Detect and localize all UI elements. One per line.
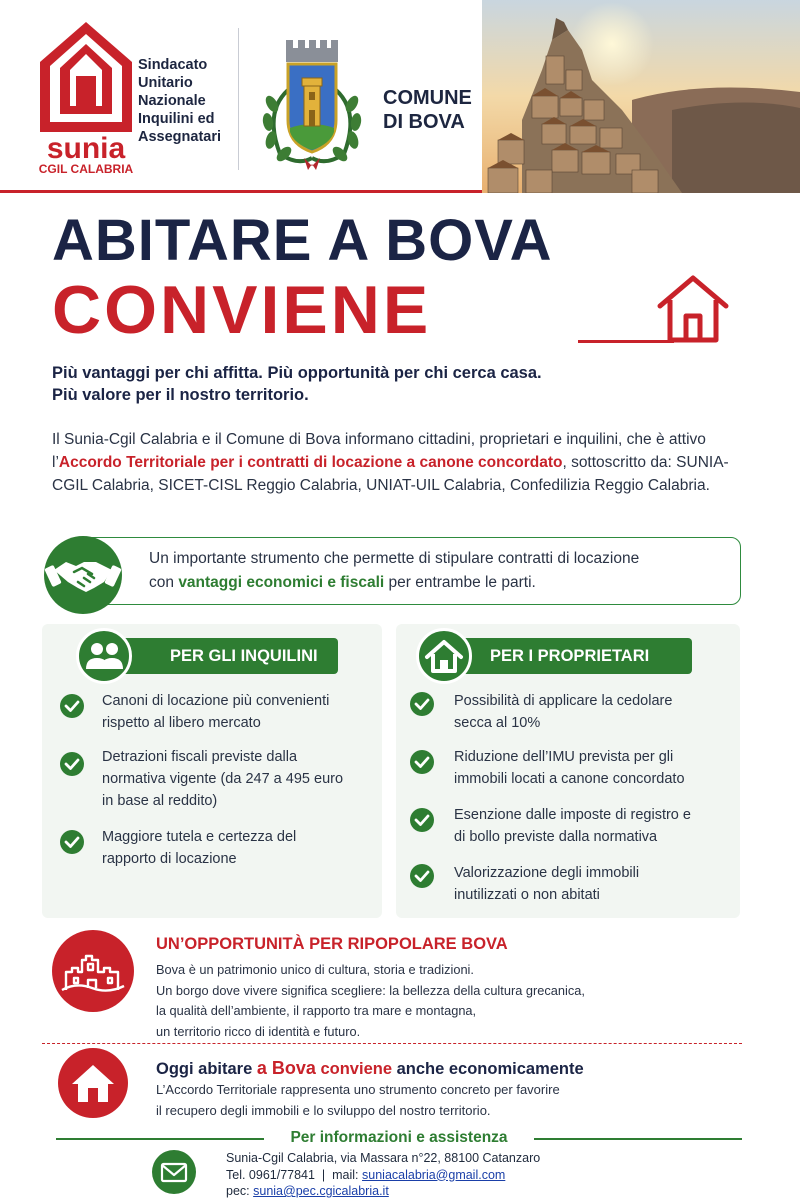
sunia-full-name: Sindacato Unitario Nazionale Inquilini ed Assegnatari	[138, 57, 222, 145]
home-icon	[416, 628, 472, 684]
inquilini-heading: PER GLI INQUILINI	[112, 638, 338, 674]
handshake-icon	[44, 536, 122, 614]
intro-paragraph: Il Sunia-Cgil Calabria e il Comune di Bova informano cittadini, proprietari e inquilini, che è attivo l’Accordo Territoriale per i contratti di locazione a canone concordato, sottoscritto da: SUNIA-CGIL Calabria, SICET-CISL Reggio Calabria, UNIAT-UIL Calabria, Confedilizia Reggio Calabria.	[52, 431, 729, 494]
envelope-icon	[152, 1150, 196, 1194]
house-outline-icon	[656, 272, 730, 344]
header-divider	[238, 28, 239, 170]
ripopolare-text: Bova è un patrimonio unico di cultura, storia e tradizioni. Un borgo dove vivere significa scegliere: la bellezza della cultura grecanica, la qualità dell’ambiente, il rapporto tra mare e montagna, un territorio ricco di identità e futuro.	[156, 962, 585, 1039]
lead-text: Più vantaggi per chi affitta. Più opportunità per chi cerca casa. Più valore per il nostro territorio.	[52, 364, 542, 404]
accordo-highlight: Accordo Territoriale per i contratti di locazione a canone concordato	[58, 454, 563, 471]
sunia-logo-word: sunia	[46, 132, 126, 165]
check-icon	[60, 752, 84, 776]
contact-mail-link[interactable]: suniacalabria@gmail.com	[362, 1167, 506, 1182]
inquilini-section	[42, 624, 382, 918]
title-line-2: CONVIENE	[52, 272, 432, 348]
sunia-logo	[38, 20, 134, 175]
mountain-village-photo	[482, 0, 800, 193]
check-icon	[60, 830, 84, 854]
bova-crest-icon	[258, 32, 366, 172]
check-icon	[410, 692, 434, 716]
oggi-text: L’Accordo Territoriale rappresenta uno strumento concreto per favorire il recupero degli immobili e lo sviluppo del nostro territorio.	[156, 1082, 560, 1118]
oggi-title: Oggi abitare a Bova conviene anche economicamente	[156, 1058, 584, 1078]
ripopolare-title: UN’OPPORTUNITÀ PER RIPOPOLARE BOVA	[156, 935, 508, 953]
banner-text: Un importante strumento che permette di stipulare contratti di locazione con vantaggi economici e fiscali per entrambe le parti.	[149, 550, 640, 591]
check-icon	[410, 750, 434, 774]
dashed-divider	[42, 1043, 742, 1044]
contact-tel: Tel. 0961/77841	[226, 1167, 315, 1182]
inquilini-item-2: Detrazioni fiscali previste dalla normativa vigente (da 247 a 495 euro in base al reddito)	[102, 749, 344, 809]
proprietari-item-4: Valorizzazione degli immobili inutilizzati o non abitati	[454, 865, 640, 903]
title-line-1: ABITARE A BOVA	[52, 208, 553, 273]
proprietari-section	[396, 624, 740, 918]
contact-pec-link[interactable]: sunia@pec.cgicalabria.it	[253, 1184, 389, 1198]
footer-title: Per informazioni e assistenza	[290, 1129, 508, 1146]
people-icon	[76, 628, 132, 684]
home-solid-icon	[58, 1048, 128, 1118]
proprietari-item-3: Esenzione dalle imposte di registro e di bollo previste dalla normativa	[454, 807, 691, 845]
footer-line-left	[56, 1138, 264, 1140]
contact-info: Sunia-Cgil Calabria, via Massara n°22, 88100 Catanzaro Tel. 0961/77841 | mail: suniacalabria@gmail.com pec: sunia@pec.cgicalabria.it	[226, 1151, 541, 1198]
strumento-banner	[78, 537, 741, 605]
inquilini-item-1: Canoni di locazione più convenienti rispetto al libero mercato	[102, 693, 330, 731]
castle-icon	[52, 930, 134, 1012]
inquilini-item-3: Maggiore tutela e certezza del rapporto di locazione	[102, 829, 297, 867]
check-icon	[410, 808, 434, 832]
check-icon	[60, 694, 84, 718]
footer-line-right	[534, 1138, 742, 1140]
contact-address: Sunia-Cgil Calabria, via Massara n°22, 88100 Catanzaro	[226, 1151, 541, 1165]
proprietari-item-2: Riduzione dell’IMU prevista per gli immobili locati a canone concordato	[454, 749, 685, 787]
proprietari-heading: PER I PROPRIETARI	[456, 638, 692, 674]
check-icon	[410, 864, 434, 888]
proprietari-item-1: Possibilità di applicare la cedolare secca al 10%	[454, 693, 673, 731]
comune-label: COMUNE DI BOVA	[383, 87, 472, 133]
sunia-logo-sub: CGIL CALABRIA	[38, 162, 134, 175]
header	[0, 0, 800, 193]
banner-highlight: vantaggi economici e fiscali	[178, 574, 385, 591]
